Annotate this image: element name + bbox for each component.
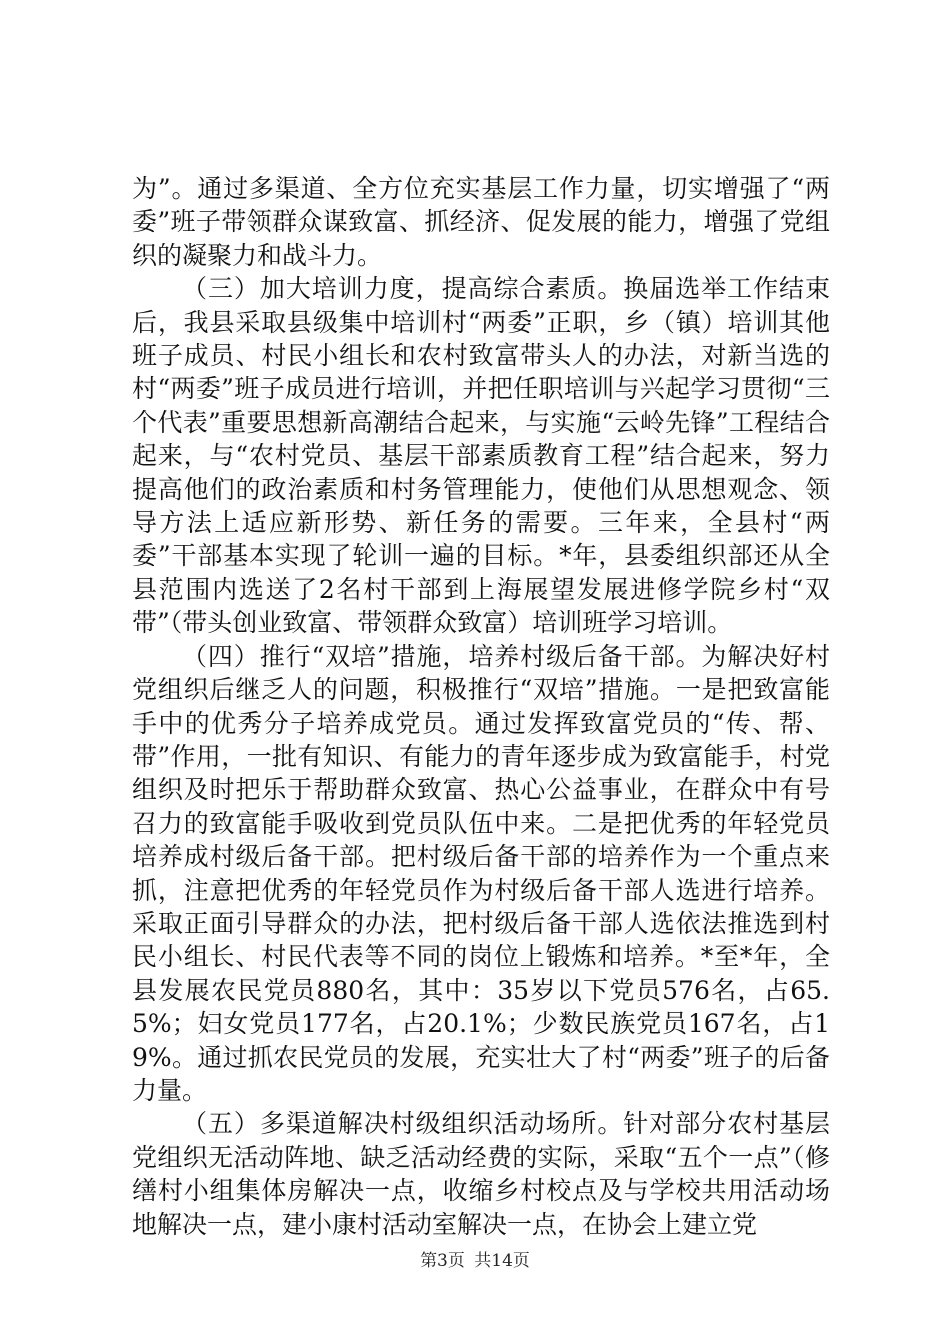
paragraph-training: （三）加大培训力度，提高综合素质。换届选举工作结束后，我县采取县级集中培训村“两委”正职，乡（镇）培训其他班子成员、村民小组长和农村致富带头人的办法，对新当选的村“两委”班子成员进行培训，并把任职培训与兴起学习贯彻“三个代表”重要思想新高潮结合起来，与实施“云岭先锋”工程结合起来，与“农村党员、基层干部素质教育工程”结合起来，努力提高他们的政治素质和村务管理能力，使他们从思想观念、领导方法上适应新形势、新任务的需要。三年来，全县村“两委”干部基本实现了轮训一遍的目标。*年，县委组织部还从全县范围内选送了2名村干部到上海展望发展进修学院乡村“双带”（带头创业致富、带领群众致富）培训班学习培训。	[132, 274, 830, 638]
page-footer	[0, 1246, 950, 1271]
page-number: 第3页	[420, 1251, 465, 1271]
document-body	[132, 172, 830, 1241]
paragraph-double-cultivation: （四）推行“双培”措施，培养村级后备干部。为解决好村党组织后继乏人的问题，积极推行“双培”措施。一是把致富能手中的优秀分子培养成党员。通过发挥致富党员的“传、帮、带”作用，一批有知识、有能力的青年逐步成为致富能手，村党组织及时把乐于帮助群众致富、热心公益事业，在群众中有号召力的致富能手吸收到党员队伍中来。二是把优秀的年轻党员培养成村级后备干部。把村级后备干部的培养作为一个重点来抓，注意把优秀的年轻党员作为村级后备干部人选进行培养。采取正面引导群众的办法，把村级后备干部人选依法推选到村民小组长、村民代表等不同的岗位上锻炼和培养。*至*年，全县发展农民党员880名，其中：35岁以下党员576名，占65.5%；妇女党员177名，占20.1%；少数民族党员167名，占19%。通过抓农民党员的发展，充实壮大了村“两委”班子的后备力量。	[132, 641, 830, 1105]
paragraph-continuation: 为”。通过多渠道、全方位充实基层工作力量，切实增强了“两委”班子带领群众谋致富、抓经济、促发展的能力，增强了党组织的凝聚力和战斗力。	[132, 174, 830, 270]
paragraph-activity-venues: （五）多渠道解决村级组织活动场所。针对部分农村基层党组织无活动阵地、缺乏活动经费的实际，采取“五个一点”（修缮村小组集体房解决一点，收缩乡村校点及与学校共用活动场地解决一点，建小康村活动室解决一点，在协会上建立党	[132, 1109, 830, 1239]
page-total: 共14页	[474, 1251, 530, 1271]
